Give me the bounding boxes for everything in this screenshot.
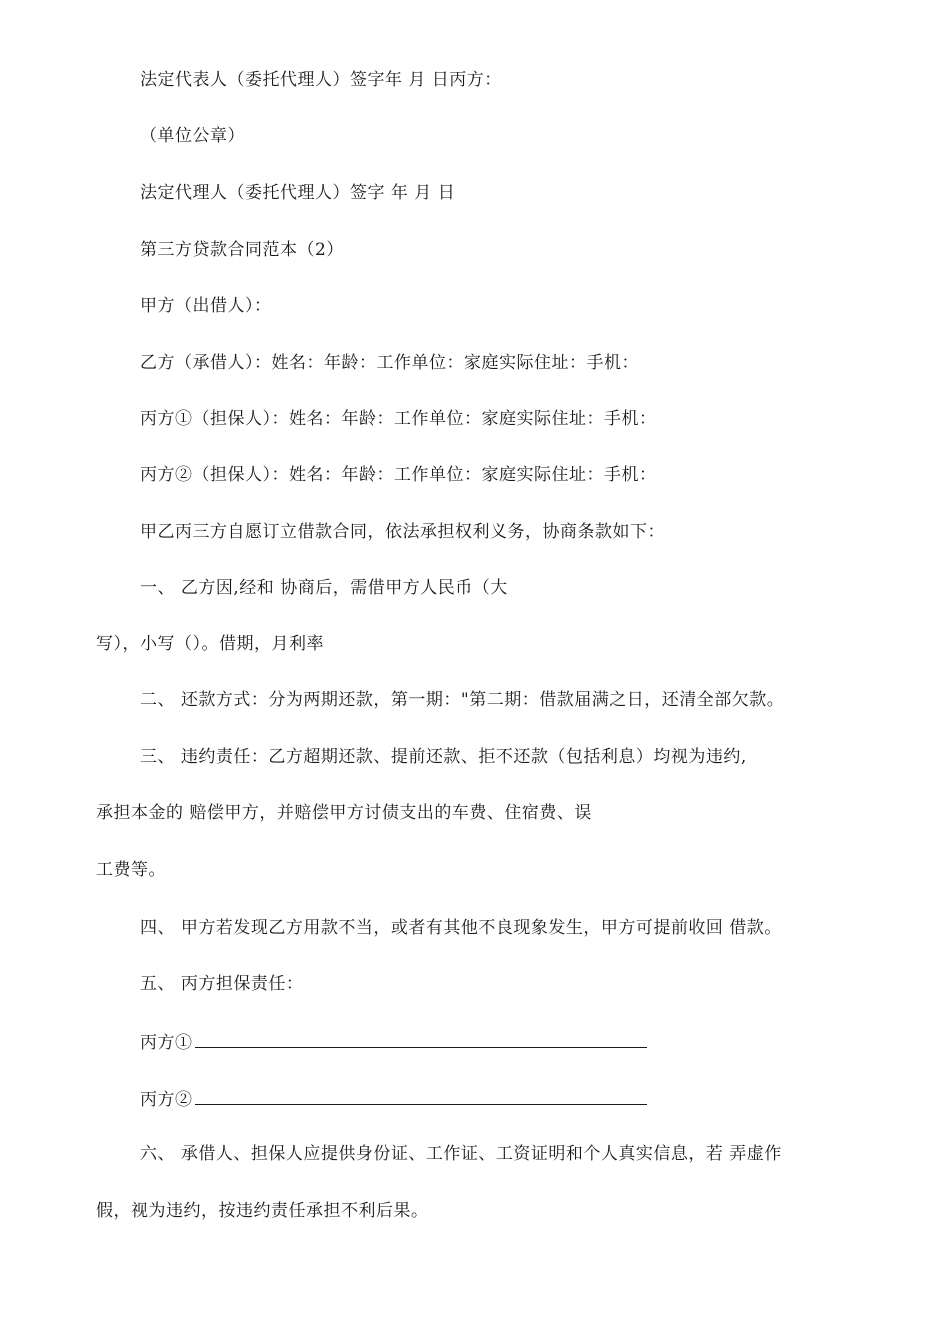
clause-1-part-1: 一、 乙方因,经和 协商后，需借甲方人民币（大 — [140, 578, 508, 598]
guarantor-2-label: 丙方② — [140, 1090, 193, 1110]
clause-3-part-2: 承担本金的 赔偿甲方，并赔偿甲方讨债支出的车费、住宿费、误 — [96, 803, 592, 823]
guarantor-1-fill-line — [140, 1031, 647, 1053]
clause-3-part-1: 三、 违约责任：乙方超期还款、提前还款、拒不还款（包括利息）均视为违约, — [140, 747, 747, 767]
unit-seal-label: （单位公章） — [140, 126, 245, 146]
signature-line-legal-agent: 法定代理人（委托代理人）签字 年 月 日 — [140, 183, 456, 203]
contract-title: 第三方贷款合同范本（2） — [140, 240, 344, 260]
clause-4: 四、 甲方若发现乙方用款不当，或者有其他不良现象发生，甲方可提前收回 借款。 — [140, 918, 782, 938]
guarantor-1-line: 丙方①（担保人）：姓名：年龄：工作单位：家庭实际住址：手机： — [140, 409, 657, 429]
clause-2: 二、 还款方式：分为两期还款，第一期："第二期：借款届满之日，还清全部欠款。 — [140, 690, 785, 710]
clause-6-part-1: 六、 承借人、担保人应提供身份证、工作证、工资证明和个人真实信息，若 弄虚作 — [140, 1144, 782, 1164]
guarantor-2-fill-line — [140, 1088, 647, 1110]
guarantor-2-line: 丙方②（担保人）：姓名：年龄：工作单位：家庭实际住址：手机： — [140, 465, 657, 485]
clause-5-heading: 五、 丙方担保责任： — [140, 974, 304, 994]
guarantor-1-blank — [195, 1031, 647, 1048]
clause-1-part-2: 写），小写（）。借期，月利率 — [96, 634, 324, 654]
clause-3-part-3: 工费等。 — [96, 860, 166, 880]
party-a-line: 甲方（出借人）： — [140, 296, 272, 316]
clause-6-part-2: 假，视为违约，按违约责任承担不利后果。 — [96, 1201, 429, 1221]
agreement-intro: 甲乙丙三方自愿订立借款合同，依法承担权利义务，协商条款如下： — [140, 522, 665, 542]
guarantor-2-blank — [195, 1088, 647, 1105]
party-b-line: 乙方（承借人）：姓名：年龄：工作单位：家庭实际住址：手机： — [140, 353, 639, 373]
guarantor-1-label: 丙方① — [140, 1033, 193, 1053]
signature-line-legal-rep: 法定代表人（委托代理人）签字年 月 日丙方： — [140, 70, 502, 90]
